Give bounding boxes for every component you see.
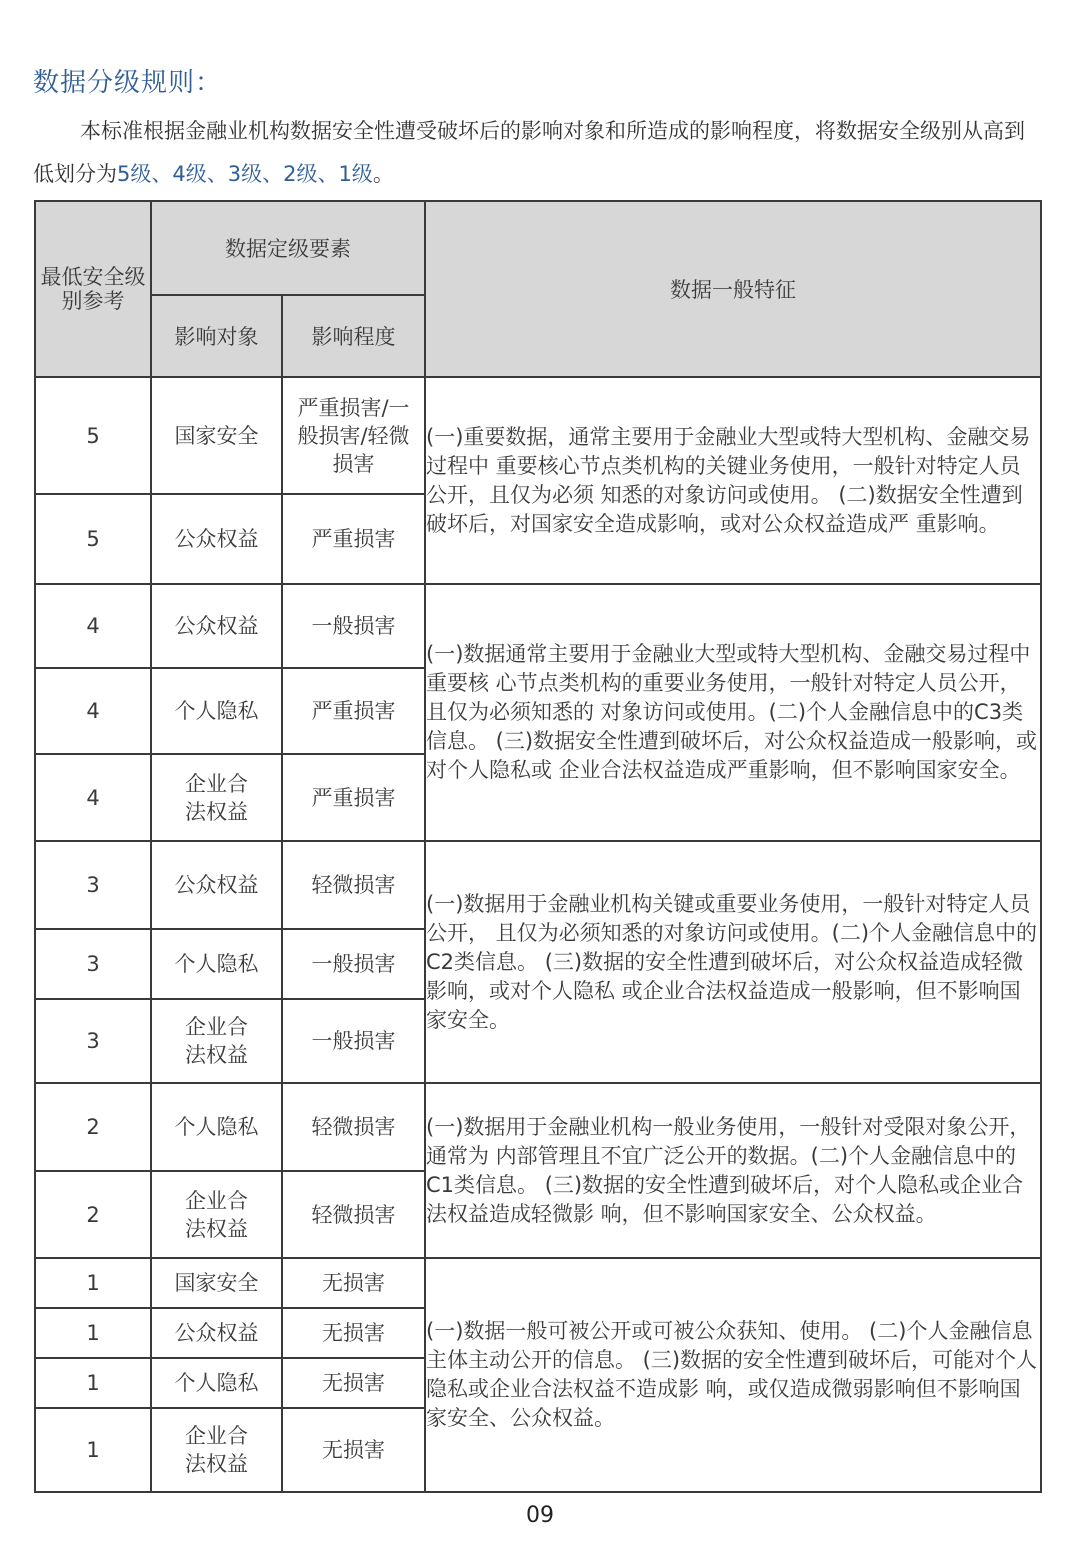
features-level4: (一)数据通常主要用于金融业大型或特大型机构、金融交易过程中重要核 心节点类机构的重要业务使用，一般针对特定人员公开，且仅为必须知悉的 对象访问或使用。(二)个人金融信息中的C3类信息。 (三)数据安全性遭到破坏后，对公众权益造成一般影响，或对个人隐私或 企业合法权益造成严重影响，但不影响国家安全。	[425, 584, 1041, 841]
table-row	[35, 1258, 1041, 1308]
header-min-level: 最低安全级别参考	[35, 201, 151, 377]
row-degree: 严重损害	[282, 494, 425, 584]
features-level3: (一)数据用于金融业机构关键或重要业务使用，一般针对特定人员公开， 且仅为必须知悉的对象访问或使用。(二)个人金融信息中的C2类信息。 (三)数据的安全性遭到破坏后，对公众权益造成轻微影响，或对个人隐私 或企业合法权益造成一般影响，但不影响国家安全。	[425, 841, 1041, 1083]
row-object: 企业合法权益	[151, 754, 282, 841]
row-level: 3	[35, 929, 151, 999]
intro-text: 本标准根据金融业机构数据安全性遭受破坏后的影响对象和所造成的影响程度，将数据安全级别从高到低划分为	[33, 119, 1025, 186]
features-level2: (一)数据用于金融业机构一般业务使用，一般针对受限对象公开，通常为 内部管理且不宜广泛公开的数据。(二)个人金融信息中的C1类信息。 (三)数据的安全性遭到破坏后，对个人隐私或企业合法权益造成轻微影 响，但不影响国家安全、公众权益。	[425, 1083, 1041, 1258]
row-degree: 一般损害	[282, 999, 425, 1083]
intro-levels: 5级、4级、3级、2级、1级	[117, 162, 373, 186]
row-level: 4	[35, 584, 151, 668]
row-degree: 严重损害/一般损害/轻微损害	[282, 377, 425, 494]
row-object: 公众权益	[151, 841, 282, 929]
row-degree: 无损害	[282, 1308, 425, 1358]
row-degree: 严重损害	[282, 754, 425, 841]
table-row	[35, 1083, 1041, 1171]
section-heading: 数据分级规则：	[33, 68, 223, 98]
row-degree: 无损害	[282, 1408, 425, 1492]
table-row	[35, 584, 1041, 668]
grading-table	[34, 200, 1042, 1493]
row-degree: 严重损害	[282, 668, 425, 754]
row-level: 1	[35, 1408, 151, 1492]
intro-paragraph	[33, 110, 1033, 196]
row-object: 企业合法权益	[151, 1408, 282, 1492]
header-general-features: 数据一般特征	[425, 201, 1041, 377]
features-level1: (一)数据一般可被公开或可被公众获知、使用。 (二)个人金融信息主体主动公开的信息。 (三)数据的安全性遭到破坏后，可能对个人隐私或企业合法权益不造成影 响，或仅造成微弱影响但不影响国家安全、公众权益。	[425, 1258, 1041, 1492]
row-degree: 轻微损害	[282, 841, 425, 929]
features-level5: (一)重要数据，通常主要用于金融业大型或特大型机构、金融交易过程中 重要核心节点类机构的关键业务使用，一般针对特定人员公开，且仅为必须 知悉的对象访问或使用。 (二)数据安全性遭到破坏后，对国家安全造成影响，或对公众权益造成严 重影响。	[425, 377, 1041, 584]
row-degree: 轻微损害	[282, 1171, 425, 1258]
header-impact-degree: 影响程度	[282, 295, 425, 377]
row-object: 个人隐私	[151, 1358, 282, 1408]
row-degree: 一般损害	[282, 584, 425, 668]
row-object: 公众权益	[151, 1308, 282, 1358]
row-object: 国家安全	[151, 1258, 282, 1308]
table-row	[35, 377, 1041, 494]
row-degree: 一般损害	[282, 929, 425, 999]
row-level: 1	[35, 1258, 151, 1308]
row-level: 2	[35, 1171, 151, 1258]
row-object: 个人隐私	[151, 1083, 282, 1171]
row-level: 2	[35, 1083, 151, 1171]
row-level: 1	[35, 1308, 151, 1358]
row-object: 个人隐私	[151, 929, 282, 999]
row-level: 5	[35, 377, 151, 494]
row-level: 1	[35, 1358, 151, 1408]
row-degree: 轻微损害	[282, 1083, 425, 1171]
row-object: 公众权益	[151, 494, 282, 584]
row-level: 4	[35, 668, 151, 754]
row-object: 国家安全	[151, 377, 282, 494]
row-object: 个人隐私	[151, 668, 282, 754]
row-object: 公众权益	[151, 584, 282, 668]
row-degree: 无损害	[282, 1258, 425, 1308]
row-degree: 无损害	[282, 1358, 425, 1408]
header-impact-object: 影响对象	[151, 295, 282, 377]
table-row	[35, 841, 1041, 929]
header-grading-elements: 数据定级要素	[151, 201, 425, 295]
row-level: 3	[35, 841, 151, 929]
row-level: 4	[35, 754, 151, 841]
intro-end: 。	[372, 162, 394, 186]
row-level: 3	[35, 999, 151, 1083]
page-number: 09	[526, 1503, 554, 1528]
row-object: 企业合法权益	[151, 1171, 282, 1258]
row-level: 5	[35, 494, 151, 584]
row-object: 企业合法权益	[151, 999, 282, 1083]
